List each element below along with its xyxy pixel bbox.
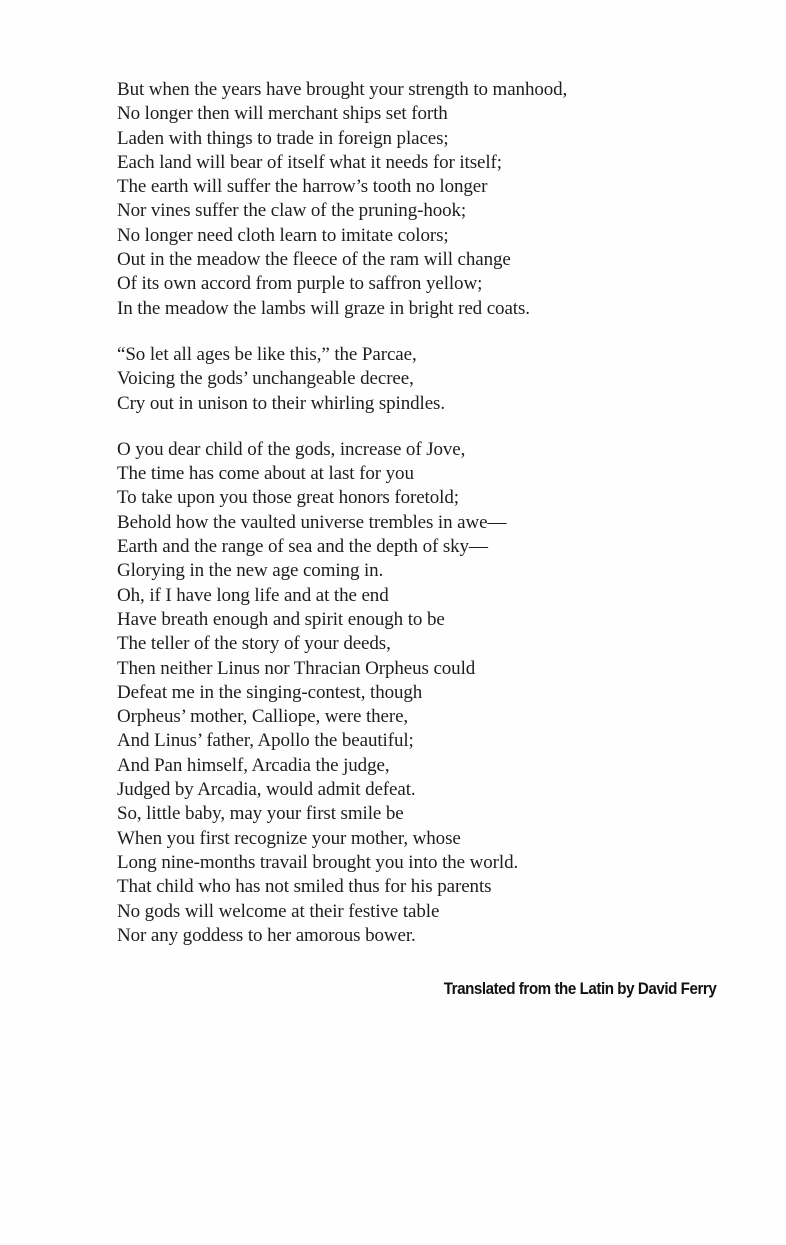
translator-credit: Translated from the Latin by David Ferry: [443, 980, 716, 998]
poem-line: So, little baby, may your first smile be: [117, 803, 404, 825]
poem-line: No longer then will merchant ships set forth: [117, 103, 448, 125]
poem-line: Out in the meadow the fleece of the ram will change: [117, 249, 511, 271]
poem-line: No gods will welcome at their festive table: [117, 900, 440, 922]
poem-line: Laden with things to trade in foreign places;: [117, 127, 449, 149]
poem-line: But when the years have brought your strength to manhood,: [117, 79, 568, 100]
poem-line: Nor any goddess to her amorous bower.: [117, 924, 416, 946]
poem-line: Oh, if I have long life and at the end: [117, 584, 389, 606]
poem-line: Earth and the range of sea and the depth of sky—: [117, 536, 488, 558]
poem-line: To take upon you those great honors foretold;: [117, 487, 459, 509]
poem-body: [117, 78, 737, 970]
poem-line: Have breath enough and spirit enough to be: [117, 608, 445, 630]
poem-line: Voicing the gods’ unchangeable decree,: [117, 368, 414, 390]
poem-line: In the meadow the lambs will graze in bright red coats.: [117, 297, 530, 319]
poem-line: Behold how the vaulted universe trembles in awe—: [117, 511, 507, 533]
poem-line: “So let all ages be like this,” the Parcae,: [117, 343, 417, 365]
poem-line: O you dear child of the gods, increase of Jove,: [117, 438, 466, 460]
stanza: [117, 343, 737, 416]
poem-line: Cry out in unison to their whirling spindles.: [117, 392, 445, 414]
poem-line: Each land will bear of itself what it needs for itself;: [117, 151, 502, 173]
poem-line: And Linus’ father, Apollo the beautiful;: [117, 730, 414, 752]
poem-line: That child who has not smiled thus for his parents: [117, 876, 492, 898]
stanza: [117, 438, 737, 948]
poem-line: The earth will suffer the harrow’s tooth no longer: [117, 176, 488, 198]
poem-line: The time has come about at last for you: [117, 463, 414, 485]
stanza: [117, 78, 737, 321]
poem-line: Nor vines suffer the claw of the pruning-hook;: [117, 200, 467, 222]
poem-line: Of its own accord from purple to saffron yellow;: [117, 273, 483, 295]
poem-line: Long nine-months travail brought you into the world.: [117, 851, 519, 873]
poem-line: Orpheus’ mother, Calliope, were there,: [117, 706, 409, 728]
poem-line: No longer need cloth learn to imitate colors;: [117, 224, 449, 246]
poem-line: And Pan himself, Arcadia the judge,: [117, 754, 390, 776]
poem-line: Defeat me in the singing-contest, though: [117, 681, 423, 703]
poem-line: Judged by Arcadia, would admit defeat.: [117, 779, 416, 801]
poem-line: Glorying in the new age coming in.: [117, 560, 384, 582]
poem-line: The teller of the story of your deeds,: [117, 633, 391, 655]
poem-line: Then neither Linus nor Thracian Orpheus could: [117, 657, 476, 679]
poem-line: When you first recognize your mother, whose: [117, 827, 461, 849]
